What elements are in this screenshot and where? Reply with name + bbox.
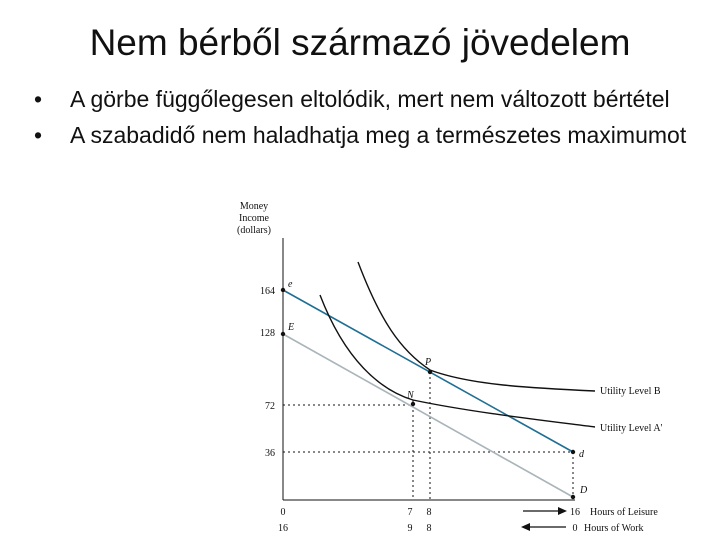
point-P	[428, 370, 432, 374]
y-tick-164: 164	[260, 286, 275, 297]
point-label-N: N	[407, 390, 414, 401]
budget-line-new	[283, 290, 573, 452]
point-E	[281, 332, 285, 336]
point-label-E: E	[288, 322, 295, 333]
point-e	[281, 288, 285, 292]
x-label-work: Hours of Work	[584, 523, 644, 534]
bullet-text: A görbe függőlegesen eltolódik, mert nem változott bértétel	[70, 86, 670, 112]
y-tick-72: 72	[265, 401, 275, 412]
point-D	[571, 495, 575, 499]
y-tick-36: 36	[265, 448, 275, 459]
utility-curve-a	[320, 295, 595, 427]
x-tick-work-0: 0	[572, 523, 578, 534]
bullet-text: A szabadidő nem haladhatja meg a természetes maximumot	[70, 122, 687, 148]
x-tick-leisure-16: 16	[570, 507, 580, 518]
slide-title: Nem bérből származó jövedelem	[89, 22, 631, 63]
y-axis-label-line2: Income	[239, 213, 269, 224]
y-axis-label-line1: Money	[239, 201, 269, 212]
leisure-arrow-icon	[523, 507, 567, 515]
point-label-P: P	[425, 357, 432, 368]
point-label-d: d	[579, 449, 584, 460]
x-tick-work-16: 16	[278, 523, 288, 534]
point-d	[571, 450, 575, 454]
x-tick-leisure-0: 0	[280, 507, 286, 518]
bullet-dot-icon: •	[34, 86, 43, 112]
x-tick-work-9: 9	[407, 523, 413, 534]
point-label-D: D	[580, 485, 588, 496]
point-N	[411, 402, 415, 406]
x-tick-leisure-8: 8	[426, 507, 432, 518]
curve-label-a: Utility Level A'	[600, 423, 663, 434]
utility-curve-b	[358, 262, 595, 391]
curve-label-b: Utility Level B	[600, 386, 661, 397]
x-tick-work-8: 8	[426, 523, 432, 534]
x-tick-leisure-7: 7	[407, 507, 413, 518]
y-axis-label-line3: (dollars)	[237, 225, 271, 236]
y-tick-128: 128	[260, 328, 275, 339]
point-label-e: e	[288, 279, 293, 290]
bullet-dot-icon: •	[34, 122, 43, 148]
x-label-leisure: Hours of Leisure	[590, 507, 658, 518]
work-arrow-icon	[521, 523, 566, 531]
